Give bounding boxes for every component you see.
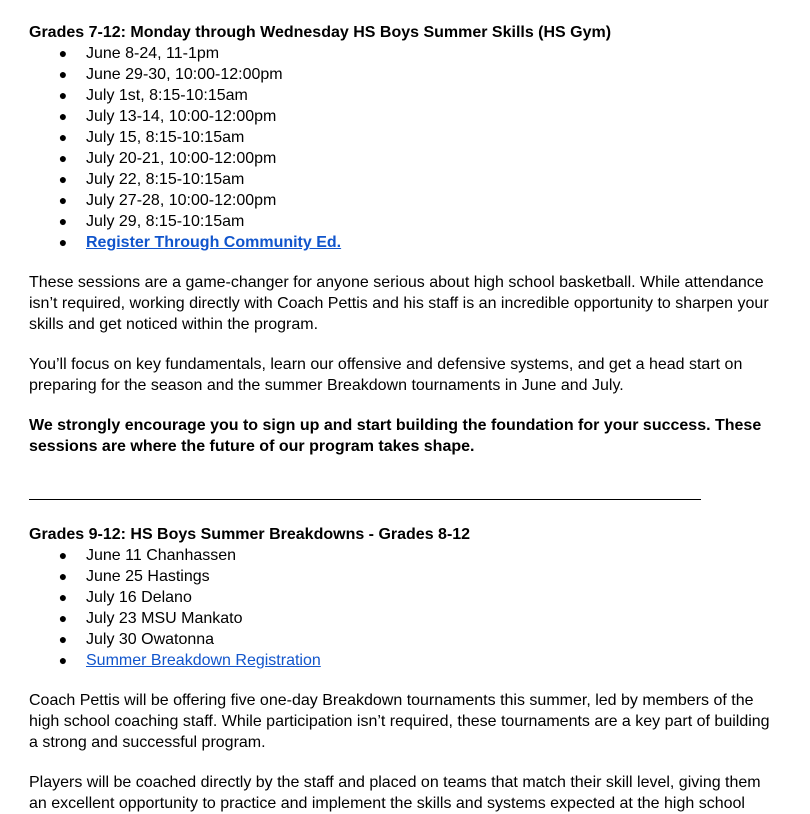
list-item — [29, 587, 779, 608]
list-item-text: July 22, 8:15-10:15am — [86, 171, 245, 188]
list-item-text: July 30 Owatonna — [86, 631, 215, 648]
bullet-icon: ● — [58, 171, 68, 187]
bullet-icon: ● — [58, 652, 68, 668]
bullet-icon: ● — [58, 45, 68, 61]
document-page — [29, 22, 779, 814]
bullet-icon: ● — [58, 631, 68, 647]
list-item — [29, 650, 779, 671]
paragraph-line: high school coaching staff. While participation isn’t required, these tournaments are a key part of building — [29, 713, 770, 730]
register-community-ed-link[interactable]: Register Through Community Ed. — [86, 234, 342, 251]
bullet-icon: ● — [58, 129, 68, 145]
section1-paragraph-3 — [29, 415, 779, 457]
section1-paragraph-1 — [29, 272, 779, 335]
bullet-icon: ● — [58, 610, 68, 626]
summer-breakdown-registration-link[interactable]: Summer Breakdown Registration — [86, 652, 321, 669]
list-item — [29, 85, 779, 106]
list-item-text: June 29-30, 10:00-12:00pm — [86, 66, 283, 83]
list-item — [29, 106, 779, 127]
list-item — [29, 566, 779, 587]
bullet-icon: ● — [58, 192, 68, 208]
list-item-text: July 23 MSU Mankato — [86, 610, 243, 627]
section1-heading: Grades 7-12: Monday through Wednesday HS Boys Summer Skills (HS Gym) — [29, 24, 612, 41]
list-item — [29, 545, 779, 566]
bullet-icon: ● — [58, 66, 68, 82]
bullet-icon: ● — [58, 213, 68, 229]
bullet-icon: ● — [58, 87, 68, 103]
section1-paragraph-2 — [29, 354, 779, 396]
section1-list — [29, 43, 779, 253]
list-item-text: July 27-28, 10:00-12:00pm — [86, 192, 277, 209]
list-item — [29, 232, 779, 253]
list-item — [29, 211, 779, 232]
section2-paragraph-1 — [29, 690, 779, 753]
paragraph-line: isn’t required, working directly with Coach Pettis and his staff is an incredible opportunity to sharpen your — [29, 295, 769, 312]
paragraph-line: an excellent opportunity to practice and implement the skills and systems expected at the high school — [29, 795, 745, 812]
bullet-icon: ● — [58, 150, 68, 166]
paragraph-line: a strong and successful program. — [29, 734, 266, 751]
list-item-text: June 8-24, 11-1pm — [86, 45, 220, 62]
list-item-text: July 16 Delano — [86, 589, 192, 606]
list-item-text: July 13-14, 10:00-12:00pm — [86, 108, 277, 125]
bullet-icon: ● — [58, 547, 68, 563]
section2-list — [29, 545, 779, 671]
list-item — [29, 64, 779, 85]
section2-paragraph-2 — [29, 772, 779, 814]
list-item — [29, 127, 779, 148]
paragraph-line: skills and get noticed within the program. — [29, 316, 319, 333]
bullet-icon: ● — [58, 589, 68, 605]
list-item — [29, 190, 779, 211]
bullet-icon: ● — [58, 568, 68, 584]
paragraph-line: These sessions are a game-changer for anyone serious about high school basketball. While attendance — [29, 274, 764, 291]
list-item — [29, 169, 779, 190]
bullet-icon: ● — [58, 108, 68, 124]
list-item-text: June 11 Chanhassen — [86, 547, 237, 564]
paragraph-line: preparing for the season and the summer Breakdown tournaments in June and July. — [29, 377, 624, 394]
list-item-text: July 20-21, 10:00-12:00pm — [86, 150, 277, 167]
paragraph-line: Coach Pettis will be offering five one-day Breakdown tournaments this summer, led by members of the — [29, 692, 754, 709]
bullet-icon: ● — [58, 234, 68, 250]
paragraph-line: sessions are where the future of our program takes shape. — [29, 438, 475, 455]
horizontal-divider — [29, 479, 701, 500]
paragraph-line: You’ll focus on key fundamentals, learn our offensive and defensive systems, and get a head start on — [29, 356, 743, 373]
list-item — [29, 629, 779, 650]
paragraph-line: Players will be coached directly by the staff and placed on teams that match their skill level, giving them — [29, 774, 761, 791]
list-item — [29, 608, 779, 629]
section2-heading: Grades 9-12: HS Boys Summer Breakdowns - Grades 8-12 — [29, 526, 471, 543]
list-item — [29, 43, 779, 64]
list-item-text: July 29, 8:15-10:15am — [86, 213, 245, 230]
list-item-text: June 25 Hastings — [86, 568, 210, 585]
list-item — [29, 148, 779, 169]
paragraph-line: We strongly encourage you to sign up and start building the foundation for your success. These — [29, 417, 762, 434]
list-item-text: July 1st, 8:15-10:15am — [86, 87, 248, 104]
list-item-text: July 15, 8:15-10:15am — [86, 129, 245, 146]
